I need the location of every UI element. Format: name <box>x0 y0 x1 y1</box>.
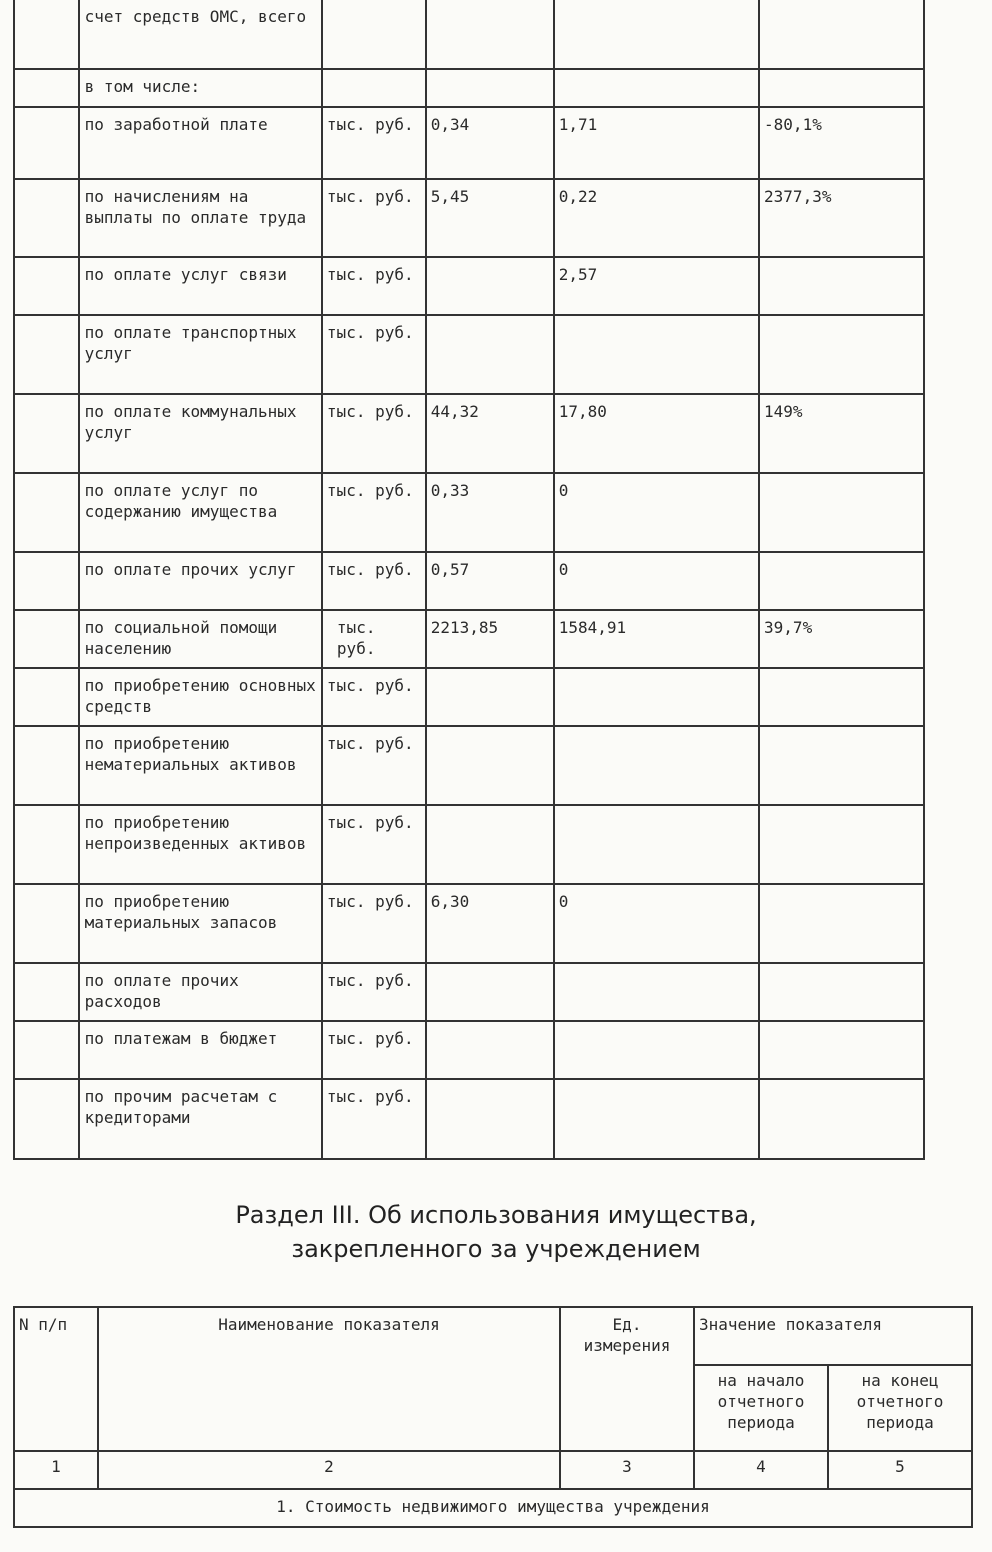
value-2-cell <box>554 805 759 884</box>
table-row <box>14 726 924 805</box>
value-3-cell: 2377,3% <box>759 179 924 257</box>
table-row <box>14 1021 924 1079</box>
value-2-cell: 0 <box>554 884 759 963</box>
unit-cell: тыс. руб. <box>322 805 426 884</box>
value-3-cell <box>759 0 924 69</box>
table-row <box>14 552 924 610</box>
unit-cell <box>322 69 426 107</box>
value-3-cell <box>759 69 924 107</box>
row-number-cell <box>14 805 79 884</box>
table-row <box>14 0 924 69</box>
unit-cell: тыс. руб. <box>322 179 426 257</box>
table-row <box>14 610 924 668</box>
indicator-name-cell: по приобретению материальных запасов <box>79 884 322 963</box>
row-number-cell <box>14 69 79 107</box>
header-start: на начало отчетного периода <box>694 1365 828 1451</box>
row-number-cell <box>14 257 79 315</box>
row-number-cell <box>14 179 79 257</box>
value-1-cell <box>426 315 554 394</box>
indicator-name-cell: по социальной помощи населению <box>79 610 322 668</box>
value-3-cell <box>759 1079 924 1159</box>
header-num: N п/п <box>14 1307 98 1451</box>
unit-cell: тыс. руб. <box>322 1021 426 1079</box>
header-end: на конец отчетного периода <box>828 1365 972 1451</box>
value-3-cell <box>759 1021 924 1079</box>
value-2-cell <box>554 1079 759 1159</box>
value-2-cell: 0,22 <box>554 179 759 257</box>
value-3-cell: -80,1% <box>759 107 924 179</box>
value-3-cell: 39,7% <box>759 610 924 668</box>
indicator-name-cell: по оплате прочих услуг <box>79 552 322 610</box>
value-3-cell <box>759 963 924 1021</box>
indicator-name-cell: по приобретению нематериальных активов <box>79 726 322 805</box>
unit-cell: тыс. руб. <box>322 552 426 610</box>
indicator-name-cell: по оплате транспортных услуг <box>79 315 322 394</box>
value-1-cell: 6,30 <box>426 884 554 963</box>
value-2-cell: 1584,91 <box>554 610 759 668</box>
value-1-cell: 5,45 <box>426 179 554 257</box>
row-number-cell <box>14 0 79 69</box>
row-number-cell <box>14 668 79 726</box>
value-1-cell <box>426 726 554 805</box>
value-2-cell: 0 <box>554 552 759 610</box>
value-1-cell <box>426 963 554 1021</box>
unit-cell: тыс. руб. <box>322 884 426 963</box>
table-row <box>14 884 924 963</box>
indicator-name-cell: по приобретению непроизведенных активов <box>79 805 322 884</box>
section-3-title <box>0 1198 992 1266</box>
indicator-name-cell: по платежам в бюджет <box>79 1021 322 1079</box>
row-number-cell <box>14 884 79 963</box>
value-1-cell <box>426 0 554 69</box>
row-number-cell <box>14 1021 79 1079</box>
indicator-name-cell: по прочим расчетам с кредиторами <box>79 1079 322 1159</box>
value-3-cell <box>759 726 924 805</box>
indicator-name-cell: по оплате услуг связи <box>79 257 322 315</box>
col-number-4: 4 <box>694 1451 828 1489</box>
table-row <box>14 179 924 257</box>
section-3-title-line1: Раздел III. Об использования имущества, <box>235 1201 757 1229</box>
table-row <box>14 257 924 315</box>
value-2-cell <box>554 963 759 1021</box>
row-number-cell <box>14 963 79 1021</box>
value-1-cell: 0,33 <box>426 473 554 552</box>
value-3-cell <box>759 552 924 610</box>
unit-cell: тыс. руб. <box>322 963 426 1021</box>
value-1-cell <box>426 257 554 315</box>
table-row <box>14 668 924 726</box>
header-unit: Ед. измерения <box>560 1307 694 1451</box>
header-name: Наименование показателя <box>98 1307 560 1451</box>
row-number-cell <box>14 107 79 179</box>
value-3-cell <box>759 668 924 726</box>
value-1-cell: 2213,85 <box>426 610 554 668</box>
col-number-3: 3 <box>560 1451 694 1489</box>
value-2-cell: 17,80 <box>554 394 759 473</box>
indicator-name-cell: по оплате услуг по содержанию имущества <box>79 473 322 552</box>
value-3-cell <box>759 884 924 963</box>
row-number-cell <box>14 473 79 552</box>
value-2-cell <box>554 726 759 805</box>
indicator-name-cell: по оплате коммунальных услуг <box>79 394 322 473</box>
value-2-cell <box>554 0 759 69</box>
value-2-cell: 0 <box>554 473 759 552</box>
value-2-cell: 1,71 <box>554 107 759 179</box>
value-3-cell <box>759 257 924 315</box>
table-row <box>14 473 924 552</box>
value-1-cell: 0,57 <box>426 552 554 610</box>
table-row <box>14 107 924 179</box>
value-3-cell <box>759 315 924 394</box>
col-number-1: 1 <box>14 1451 98 1489</box>
value-2-cell <box>554 668 759 726</box>
col-number-5: 5 <box>828 1451 972 1489</box>
unit-cell: тыс. руб. <box>322 107 426 179</box>
unit-cell: тыс. руб. <box>322 610 426 668</box>
value-1-cell <box>426 805 554 884</box>
value-2-cell: 2,57 <box>554 257 759 315</box>
header-value: Значение показателя <box>694 1307 972 1365</box>
indicator-name-cell: в том числе: <box>79 69 322 107</box>
unit-cell: тыс. руб. <box>322 315 426 394</box>
row-number-cell <box>14 1079 79 1159</box>
unit-cell: тыс. руб. <box>322 257 426 315</box>
table-row <box>14 69 924 107</box>
value-3-cell <box>759 473 924 552</box>
row-number-cell <box>14 315 79 394</box>
value-1-cell: 0,34 <box>426 107 554 179</box>
section-3-title-line2: закрепленного за учреждением <box>291 1235 701 1263</box>
value-2-cell <box>554 1021 759 1079</box>
table-row <box>14 315 924 394</box>
indicator-name-cell: по заработной плате <box>79 107 322 179</box>
value-1-cell <box>426 69 554 107</box>
row-number-cell <box>14 552 79 610</box>
value-1-cell: 44,32 <box>426 394 554 473</box>
table-row <box>14 805 924 884</box>
value-1-cell <box>426 1021 554 1079</box>
value-2-cell <box>554 315 759 394</box>
indicator-name-cell: по оплате прочих расходов <box>79 963 322 1021</box>
property-table <box>13 1306 973 1528</box>
value-2-cell <box>554 69 759 107</box>
expenses-table <box>13 0 925 1160</box>
indicator-name-cell: по начислениям на выплаты по оплате труда <box>79 179 322 257</box>
section-row: 1. Стоимость недвижимого имущества учреждения <box>14 1489 972 1527</box>
row-number-cell <box>14 394 79 473</box>
row-number-cell <box>14 726 79 805</box>
unit-cell: тыс. руб. <box>322 473 426 552</box>
table-row <box>14 1079 924 1159</box>
table-row <box>14 394 924 473</box>
unit-cell: тыс. руб. <box>322 726 426 805</box>
unit-cell: тыс. руб. <box>322 394 426 473</box>
value-1-cell <box>426 1079 554 1159</box>
unit-cell <box>322 0 426 69</box>
row-number-cell <box>14 610 79 668</box>
table-row <box>14 963 924 1021</box>
unit-cell: тыс. руб. <box>322 1079 426 1159</box>
indicator-name-cell: счет средств ОМС, всего <box>79 0 322 69</box>
value-3-cell <box>759 805 924 884</box>
value-3-cell: 149% <box>759 394 924 473</box>
value-1-cell <box>426 668 554 726</box>
indicator-name-cell: по приобретению основных средств <box>79 668 322 726</box>
unit-cell: тыс. руб. <box>322 668 426 726</box>
col-number-2: 2 <box>98 1451 560 1489</box>
